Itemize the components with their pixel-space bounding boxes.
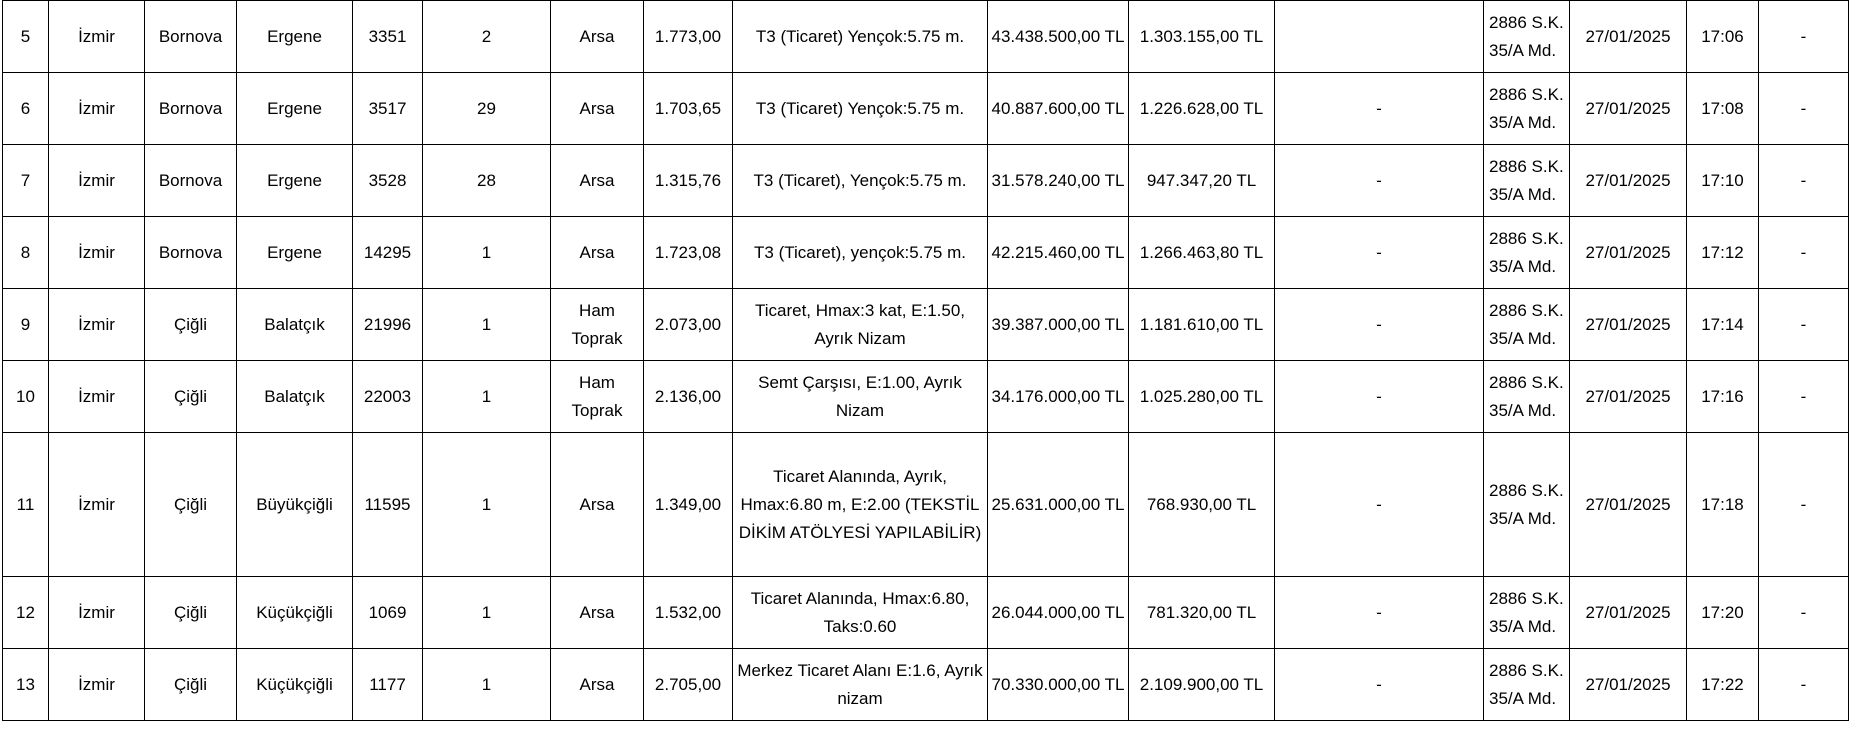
table-row	[3, 433, 1849, 577]
table-row	[3, 289, 1849, 361]
cell-aciklama: -	[1275, 577, 1484, 649]
cell-mahalle: Balatçık	[237, 289, 353, 361]
cell-ada: 1069	[353, 577, 423, 649]
cell-usul: 2886 S.K. 35/A Md.	[1484, 73, 1570, 145]
cell-usul: 2886 S.K. 35/A Md.	[1484, 217, 1570, 289]
cell-son: -	[1759, 1, 1849, 73]
cell-son: -	[1759, 73, 1849, 145]
cell-tarih: 27/01/2025	[1570, 145, 1687, 217]
cell-son: -	[1759, 577, 1849, 649]
cell-usul: 2886 S.K. 35/A Md.	[1484, 289, 1570, 361]
cell-bedel: 34.176.000,00 TL	[988, 361, 1129, 433]
cell-aciklama: -	[1275, 649, 1484, 721]
cell-saat: 17:10	[1687, 145, 1759, 217]
cell-teminat: 1.226.628,00 TL	[1129, 73, 1275, 145]
cell-imar: T3 (Ticaret) Yençok:5.75 m.	[733, 73, 988, 145]
cell-aciklama: -	[1275, 433, 1484, 577]
cell-alan: 1.532,00	[644, 577, 733, 649]
cell-ilce: Bornova	[145, 73, 237, 145]
cell-nitelik: Arsa	[551, 649, 644, 721]
cell-ilce: Çiğli	[145, 649, 237, 721]
cell-saat: 17:14	[1687, 289, 1759, 361]
cell-alan: 1.723,08	[644, 217, 733, 289]
cell-bedel: 43.438.500,00 TL	[988, 1, 1129, 73]
cell-ada: 22003	[353, 361, 423, 433]
cell-tarih: 27/01/2025	[1570, 1, 1687, 73]
cell-tarih: 27/01/2025	[1570, 73, 1687, 145]
cell-ilce: Bornova	[145, 217, 237, 289]
cell-alan: 2.136,00	[644, 361, 733, 433]
cell-ilce: Bornova	[145, 1, 237, 73]
cell-alan: 1.349,00	[644, 433, 733, 577]
cell-no: 9	[3, 289, 49, 361]
cell-aciklama	[1275, 1, 1484, 73]
cell-teminat: 2.109.900,00 TL	[1129, 649, 1275, 721]
cell-imar: T3 (Ticaret), yençok:5.75 m.	[733, 217, 988, 289]
cell-son: -	[1759, 289, 1849, 361]
cell-teminat: 768.930,00 TL	[1129, 433, 1275, 577]
cell-no: 11	[3, 433, 49, 577]
cell-ilce: Çiğli	[145, 361, 237, 433]
cell-mahalle: Ergene	[237, 73, 353, 145]
cell-usul: 2886 S.K. 35/A Md.	[1484, 649, 1570, 721]
cell-saat: 17:20	[1687, 577, 1759, 649]
cell-il: İzmir	[49, 289, 145, 361]
cell-tarih: 27/01/2025	[1570, 649, 1687, 721]
cell-imar: Merkez Ticaret Alanı E:1.6, Ayrık nizam	[733, 649, 988, 721]
cell-mahalle: Küçükçiğli	[237, 577, 353, 649]
cell-no: 8	[3, 217, 49, 289]
cell-mahalle: Büyükçiğli	[237, 433, 353, 577]
cell-teminat: 947.347,20 TL	[1129, 145, 1275, 217]
cell-il: İzmir	[49, 1, 145, 73]
cell-parsel: 1	[423, 433, 551, 577]
cell-bedel: 26.044.000,00 TL	[988, 577, 1129, 649]
cell-mahalle: Küçükçiğli	[237, 649, 353, 721]
cell-teminat: 1.303.155,00 TL	[1129, 1, 1275, 73]
cell-ilce: Çiğli	[145, 577, 237, 649]
cell-tarih: 27/01/2025	[1570, 217, 1687, 289]
cell-parsel: 1	[423, 649, 551, 721]
cell-no: 12	[3, 577, 49, 649]
cell-usul: 2886 S.K. 35/A Md.	[1484, 433, 1570, 577]
cell-imar: T3 (Ticaret), Yençok:5.75 m.	[733, 145, 988, 217]
cell-nitelik: Arsa	[551, 1, 644, 73]
cell-saat: 17:18	[1687, 433, 1759, 577]
cell-mahalle: Ergene	[237, 145, 353, 217]
cell-parsel: 2	[423, 1, 551, 73]
cell-alan: 1.773,00	[644, 1, 733, 73]
cell-aciklama: -	[1275, 73, 1484, 145]
cell-no: 10	[3, 361, 49, 433]
cell-aciklama: -	[1275, 145, 1484, 217]
cell-il: İzmir	[49, 649, 145, 721]
cell-imar: Ticaret, Hmax:3 kat, E:1.50, Ayrık Nizam	[733, 289, 988, 361]
cell-parsel: 1	[423, 361, 551, 433]
cell-teminat: 1.025.280,00 TL	[1129, 361, 1275, 433]
cell-il: İzmir	[49, 217, 145, 289]
cell-son: -	[1759, 433, 1849, 577]
table-row	[3, 649, 1849, 721]
cell-ada: 3528	[353, 145, 423, 217]
cell-no: 13	[3, 649, 49, 721]
table-row	[3, 1, 1849, 73]
cell-nitelik: Arsa	[551, 577, 644, 649]
cell-parsel: 1	[423, 289, 551, 361]
cell-bedel: 31.578.240,00 TL	[988, 145, 1129, 217]
cell-imar: Semt Çarşısı, E:1.00, Ayrık Nizam	[733, 361, 988, 433]
cell-bedel: 40.887.600,00 TL	[988, 73, 1129, 145]
cell-alan: 2.073,00	[644, 289, 733, 361]
cell-ilce: Çiğli	[145, 289, 237, 361]
tender-table	[2, 0, 1849, 721]
cell-ada: 21996	[353, 289, 423, 361]
cell-il: İzmir	[49, 145, 145, 217]
cell-bedel: 25.631.000,00 TL	[988, 433, 1129, 577]
cell-imar: T3 (Ticaret) Yençok:5.75 m.	[733, 1, 988, 73]
cell-parsel: 28	[423, 145, 551, 217]
cell-alan: 2.705,00	[644, 649, 733, 721]
cell-usul: 2886 S.K. 35/A Md.	[1484, 145, 1570, 217]
cell-aciklama: -	[1275, 289, 1484, 361]
cell-nitelik: Arsa	[551, 217, 644, 289]
cell-nitelik: Ham Toprak	[551, 361, 644, 433]
tender-table-body	[3, 1, 1849, 721]
cell-mahalle: Ergene	[237, 217, 353, 289]
cell-ada: 11595	[353, 433, 423, 577]
cell-saat: 17:16	[1687, 361, 1759, 433]
cell-imar: Ticaret Alanında, Ayrık, Hmax:6.80 m, E:2.00 (TEKSTİL DİKİM ATÖLYESİ YAPILABİLİR)	[733, 433, 988, 577]
cell-nitelik: Arsa	[551, 73, 644, 145]
cell-no: 6	[3, 73, 49, 145]
table-row	[3, 361, 1849, 433]
cell-ada: 3517	[353, 73, 423, 145]
cell-son: -	[1759, 145, 1849, 217]
cell-no: 5	[3, 1, 49, 73]
cell-il: İzmir	[49, 433, 145, 577]
cell-nitelik: Ham Toprak	[551, 289, 644, 361]
cell-aciklama: -	[1275, 217, 1484, 289]
table-row	[3, 217, 1849, 289]
cell-ada: 14295	[353, 217, 423, 289]
cell-aciklama: -	[1275, 361, 1484, 433]
cell-teminat: 1.266.463,80 TL	[1129, 217, 1275, 289]
cell-parsel: 1	[423, 577, 551, 649]
cell-nitelik: Arsa	[551, 145, 644, 217]
cell-tarih: 27/01/2025	[1570, 577, 1687, 649]
table-row	[3, 73, 1849, 145]
cell-mahalle: Balatçık	[237, 361, 353, 433]
cell-son: -	[1759, 217, 1849, 289]
cell-bedel: 42.215.460,00 TL	[988, 217, 1129, 289]
cell-tarih: 27/01/2025	[1570, 361, 1687, 433]
cell-saat: 17:22	[1687, 649, 1759, 721]
cell-saat: 17:06	[1687, 1, 1759, 73]
cell-bedel: 39.387.000,00 TL	[988, 289, 1129, 361]
cell-teminat: 1.181.610,00 TL	[1129, 289, 1275, 361]
cell-son: -	[1759, 361, 1849, 433]
cell-alan: 1.315,76	[644, 145, 733, 217]
cell-alan: 1.703,65	[644, 73, 733, 145]
cell-tarih: 27/01/2025	[1570, 289, 1687, 361]
cell-saat: 17:12	[1687, 217, 1759, 289]
table-row	[3, 145, 1849, 217]
cell-il: İzmir	[49, 361, 145, 433]
cell-parsel: 1	[423, 217, 551, 289]
cell-usul: 2886 S.K. 35/A Md.	[1484, 577, 1570, 649]
cell-ilce: Bornova	[145, 145, 237, 217]
cell-ilce: Çiğli	[145, 433, 237, 577]
cell-nitelik: Arsa	[551, 433, 644, 577]
cell-son: -	[1759, 649, 1849, 721]
cell-teminat: 781.320,00 TL	[1129, 577, 1275, 649]
cell-usul: 2886 S.K. 35/A Md.	[1484, 1, 1570, 73]
cell-tarih: 27/01/2025	[1570, 433, 1687, 577]
cell-ada: 3351	[353, 1, 423, 73]
cell-mahalle: Ergene	[237, 1, 353, 73]
cell-ada: 1177	[353, 649, 423, 721]
cell-usul: 2886 S.K. 35/A Md.	[1484, 361, 1570, 433]
cell-il: İzmir	[49, 577, 145, 649]
cell-imar: Ticaret Alanında, Hmax:6.80, Taks:0.60	[733, 577, 988, 649]
cell-il: İzmir	[49, 73, 145, 145]
table-row	[3, 577, 1849, 649]
cell-bedel: 70.330.000,00 TL	[988, 649, 1129, 721]
cell-no: 7	[3, 145, 49, 217]
cell-saat: 17:08	[1687, 73, 1759, 145]
cell-parsel: 29	[423, 73, 551, 145]
